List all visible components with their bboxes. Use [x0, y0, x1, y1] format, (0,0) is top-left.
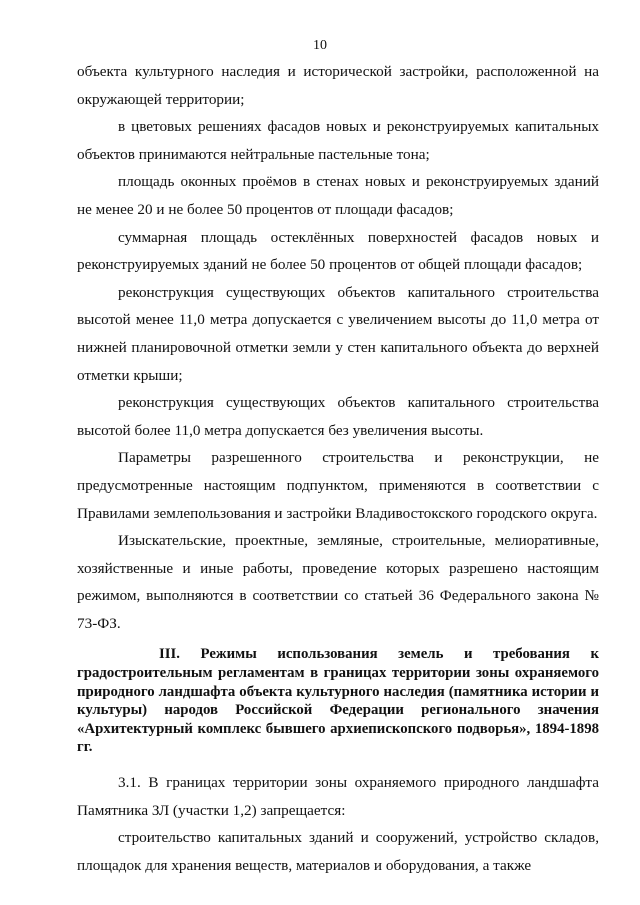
paragraph: площадь оконных проёмов в стенах новых и реконструируемых зданий не менее 20 и не более 50 процентов от площади фасадов; — [77, 173, 599, 218]
paragraph: суммарная площадь остеклённых поверхностей фасадов новых и реконструируемых зданий не более 50 процентов от общей площади фасадов; — [77, 228, 599, 274]
paragraph: Изыскательские, проектные, земляные, строительные, мелиоративные, хозяйственные и иные работы, проведение которых разрешено настоящим режимом, выполняются в соответствии со статьей 36 Федерального закона № 73-ФЗ. — [77, 532, 599, 632]
paragraph: реконструкция существующих объектов капитального строительства высотой более 11,0 метра допускается без увеличения высоты. — [77, 394, 599, 439]
document-body — [77, 58, 599, 879]
page-number: 10 — [313, 38, 327, 53]
paragraph: строительство капитальных зданий и сооружений, устройство складов, площадок для хранения веществ, материалов и оборудования, а также — [77, 829, 599, 874]
paragraph: в цветовых решениях фасадов новых и реконструируемых капитальных объектов принимаются нейтральные пастельные тона; — [77, 118, 599, 163]
paragraph: 3.1. В границах территории зоны охраняемого природного ландшафта Памятника ЗЛ (участки 1,2) запрещается: — [77, 774, 599, 819]
paragraph: объекта культурного наследия и исторической застройки, расположенной на окружающей территории; — [77, 63, 599, 108]
section-heading: III. Режимы использования земель и требования к градостроительным регламентам в границах территории зоны охраняемого природного ландшафта объекта культурного наследия (памятника истории и культуры) народов Российской Федерации регионального значения «Архитектурный комплекс бывшего архиепископского подворья», 1894-1898 гг. — [77, 646, 599, 756]
paragraph: Параметры разрешенного строительства и реконструкции, не предусмотренные настоящим подпунктом, применяются в соответствии с Правилами землепользования и застройки Владивостокского городского округа. — [77, 449, 599, 522]
paragraph: реконструкция существующих объектов капитального строительства высотой менее 11,0 метра допускается с увеличением высоты до 11,0 метра от нижней планировочной отметки земли у стен капитального объекта до верхней отметки крыши; — [77, 283, 599, 384]
